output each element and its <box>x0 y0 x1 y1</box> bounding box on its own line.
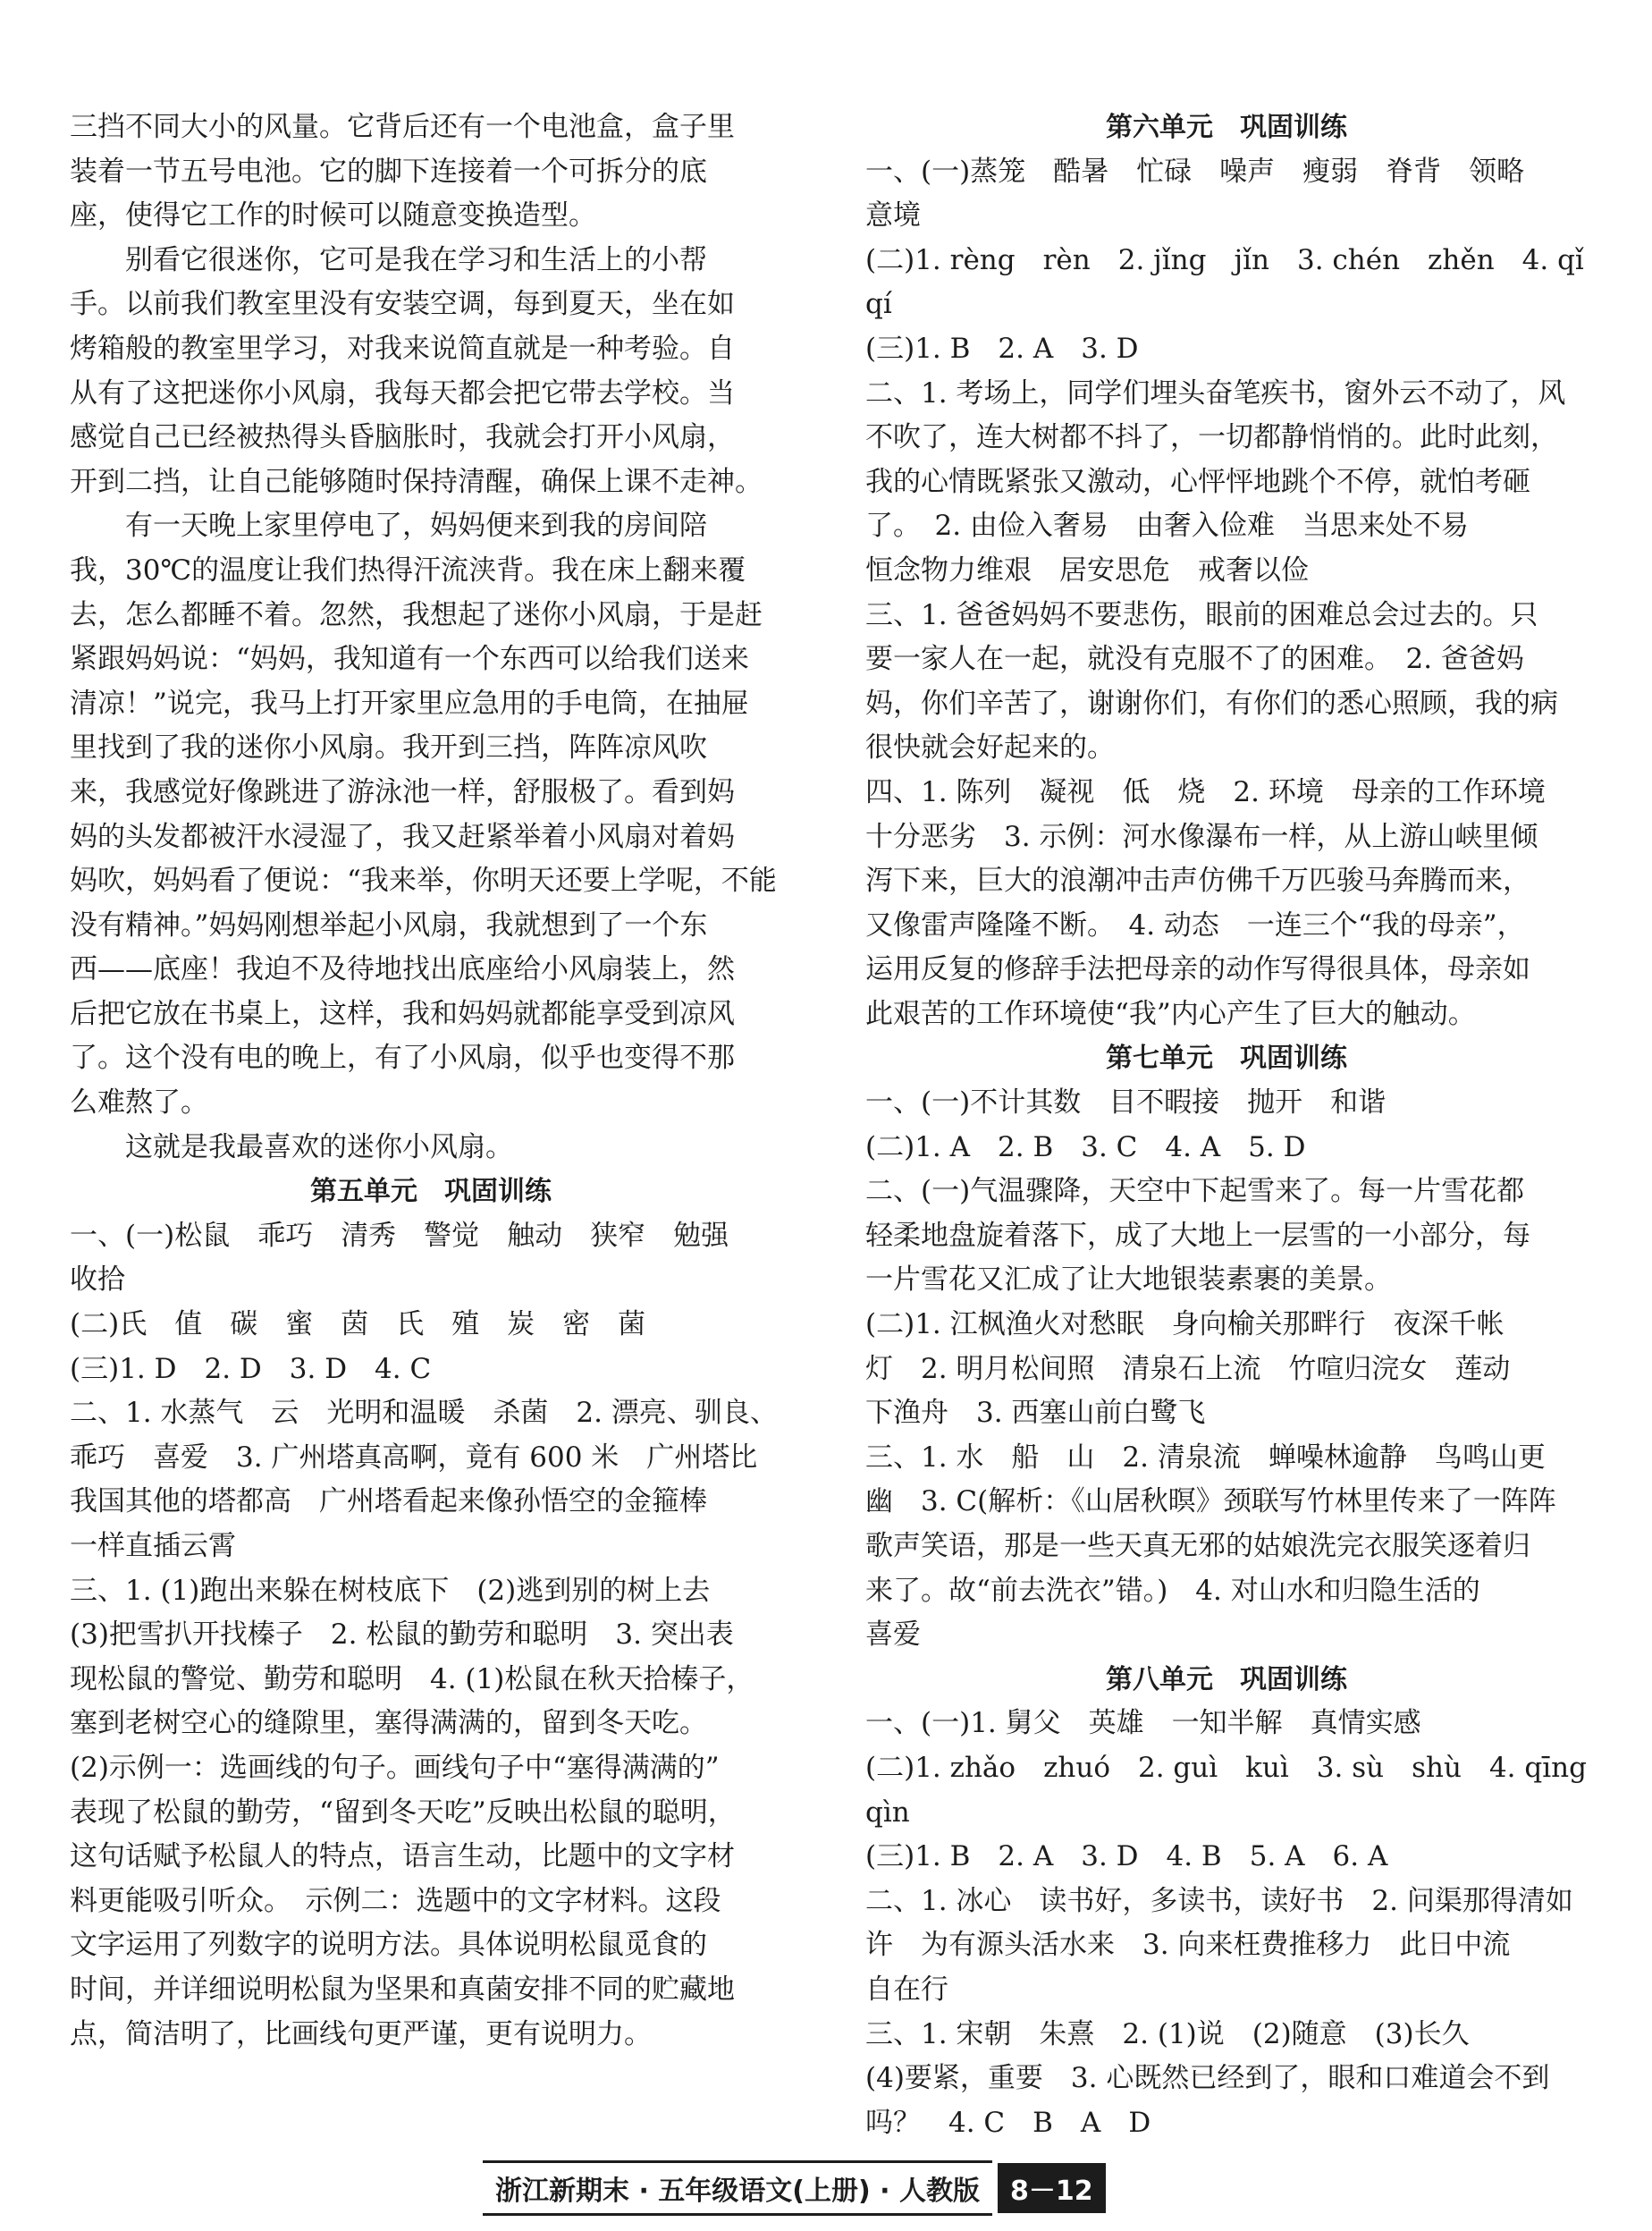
text-line: 表现了松鼠的勤劳，“留到冬天吃”反映出松鼠的聪明， <box>70 1796 736 1829</box>
text-line: (二)1. rèng rèn 2. jǐng jǐn 3. chén zhěn 4. qǐ <box>865 243 1584 276</box>
text-line: 时间，并详细说明松鼠为坚果和真菌安排不同的贮藏地 <box>70 1973 735 2006</box>
text-line: 我，30℃的温度让我们热得汗流浃背。我在床上翻来覆 <box>70 554 746 587</box>
text-line: 来了。故“前去洗衣”错。) 4. 对山水和归隐生活的 <box>865 1574 1480 1607</box>
text-line: 有一天晚上家里停电了，妈妈便来到我的房间陪 <box>125 510 707 543</box>
text-line: 灯 2. 明月松间照 清泉石上流 竹喧归浣女 莲动 <box>865 1352 1511 1385</box>
text-line: 乖巧 喜爱 3. 广州塔真高啊，竟有 600 米 广州塔比 <box>70 1441 758 1474</box>
text-line: 幽 3. C(解析：《山居秋暝》颈联写竹林里传来了一阵阵 <box>865 1485 1556 1518</box>
text-line: 这就是我最喜欢的迷你小风扇。 <box>125 1130 513 1163</box>
text-line: 不吹了，连大树都不抖了，一切都静悄悄的。此时此刻， <box>865 421 1558 454</box>
text-line: 妈吹，妈妈看了便说：“我来举，你明天还要上学呢，不能 <box>70 865 777 898</box>
text-line: 现松鼠的警觉、勤劳和聪明 4. (1)松鼠在秋天拾榛子， <box>70 1662 754 1695</box>
text-line: 恒念物力维艰 居安思危 戒奢以俭 <box>865 554 1309 587</box>
text-line: 一、(一)1. 舅父 英雄 一知半解 真情实感 <box>865 1707 1421 1740</box>
text-line: (二)1. A 2. B 3. C 4. A 5. D <box>865 1130 1306 1163</box>
text-line: 一样直插云霄 <box>70 1530 236 1562</box>
text-line: 十分恶劣 3. 示例：河水像瀑布一样，从上游山峡里倾 <box>865 820 1538 853</box>
text-line: 歌声笑语，那是一些天真无邪的姑娘洗完衣服笑逐着归 <box>865 1530 1530 1562</box>
text-line: 三挡不同大小的风量。它背后还有一个电池盒，盒子里 <box>70 111 735 143</box>
text-line: qìn <box>865 1796 910 1829</box>
text-line: 这句话赋予松鼠人的特点，语言生动，比题中的文字材 <box>70 1840 735 1873</box>
text-line: 西——底座！我迫不及待地找出底座给小风扇装上，然 <box>70 953 735 986</box>
text-line: 二、(一)气温骤降，天空中下起雪来了。每一片雪花都 <box>865 1175 1525 1208</box>
text-line: 收拾 <box>70 1263 125 1297</box>
text-line: 此艰苦的工作环境使“我”内心产生了巨大的触动。 <box>865 997 1476 1030</box>
text-line: 喜爱 <box>865 1618 921 1652</box>
text-line: (2)示例一：选画线的句子。画线句子中“塞得满满的” <box>70 1751 720 1784</box>
text-line: (三)1. D 2. D 3. D 4. C <box>70 1352 432 1385</box>
text-line: 里找到了我的迷你小风扇。我开到三挡，阵阵凉风吹 <box>70 731 707 765</box>
text-line: 一、(一)蒸笼 酷暑 忙碌 噪声 瘦弱 脊背 领略 <box>865 155 1525 188</box>
text-line: 料更能吸引听众。 示例二：选题中的文字材料。这段 <box>70 1884 721 1917</box>
text-line: 手。以前我们教室里没有安装空调，每到夏天，坐在如 <box>70 288 735 321</box>
text-line: 意境 <box>865 199 921 232</box>
text-line: 塞到老树空心的缝隙里，塞得满满的，留到冬天吃。 <box>70 1707 707 1740</box>
text-line: 运用反复的修辞手法把母亲的动作写得很具体，母亲如 <box>865 953 1530 986</box>
text-line: 三、1. 爸爸妈妈不要悲伤，眼前的困难总会过去的。只 <box>865 598 1538 631</box>
text-line: 妈，你们辛苦了，谢谢你们，有你们的悉心照顾，我的病 <box>865 687 1558 720</box>
text-line: 又像雷声隆隆不断。 4. 动态 一连三个“我的母亲”， <box>865 908 1525 942</box>
text-line: 泻下来，巨大的浪潮冲击声仿佛千万匹骏马奔腾而来， <box>865 865 1530 898</box>
footer-page-number: 8－12 <box>998 2163 1106 2213</box>
text-line: 别看它很迷你，它可是我在学习和生活上的小帮 <box>125 243 707 276</box>
left-column <box>70 106 792 2057</box>
text-line: (三)1. B 2. A 3. D 4. B 5. A 6. A <box>865 1840 1388 1873</box>
text-line: 二、1. 冰心 读书好，多读书，读好书 2. 问渠那得清如 <box>865 1884 1573 1917</box>
text-line: 感觉自己已经被热得头昏脑胀时，我就会打开小风扇， <box>70 421 735 454</box>
text-line: 文字运用了列数字的说明方法。具体说明松鼠觅食的 <box>70 1929 707 1962</box>
text-line: 三、1. 宋朝 朱熹 2. (1)说 (2)随意 (3)长久 <box>865 2017 1470 2050</box>
text-line: 座，使得它工作的时候可以随意变换造型。 <box>70 199 596 232</box>
text-line: 没有精神。”妈妈刚想举起小风扇，我就想到了一个东 <box>70 908 708 942</box>
text-line: (二)1. zhǎo zhuó 2. guì kuì 3. sù shù 4. qīng <box>865 1751 1587 1784</box>
text-line: 后把它放在书桌上，这样，我和妈妈就都能享受到凉风 <box>70 997 735 1030</box>
section-heading: 第六单元 巩固训练 <box>1106 112 1347 143</box>
section-heading: 第七单元 巩固训练 <box>1106 1043 1347 1075</box>
text-line: 轻柔地盘旋着落下，成了大地上一层雪的一小部分，每 <box>865 1219 1530 1252</box>
text-line: 很快就会好起来的。 <box>865 731 1115 765</box>
text-line: qí <box>865 288 892 321</box>
right-column <box>865 106 1588 2145</box>
text-line: 要一家人在一起，就没有克服不了的困难。 2. 爸爸妈 <box>865 643 1524 676</box>
footer-book-title: 浙江新期末 · 五年级语文(上册) · 人教版 <box>483 2160 992 2216</box>
text-line: 一片雪花又汇成了让大地银装素裹的美景。 <box>865 1263 1392 1297</box>
text-line: 么难熬了。 <box>70 1086 208 1120</box>
text-line: 妈的头发都被汗水浸湿了，我又赶紧举着小风扇对着妈 <box>70 820 735 853</box>
text-line: 四、1. 陈列 凝视 低 烧 2. 环境 母亲的工作环境 <box>865 775 1546 808</box>
text-line: 一、(一)不计其数 目不暇接 抛开 和谐 <box>865 1086 1386 1120</box>
text-line: 了。这个没有电的晚上，有了小风扇，似乎也变得不那 <box>70 1042 735 1075</box>
text-line: (二)1. 江枫渔火对愁眠 身向榆关那畔行 夜深千帐 <box>865 1308 1504 1341</box>
text-line: 二、1. 水蒸气 云 光明和温暖 杀菌 2. 漂亮、驯良、 <box>70 1397 778 1430</box>
text-line: (二)氏 值 碳 蜜 茵 氏 殖 炭 密 菌 <box>70 1308 646 1341</box>
text-line: 我国其他的塔都高 广州塔看起来像孙悟空的金箍棒 <box>70 1485 707 1518</box>
text-line: 了。 2. 由俭入奢易 由奢入俭难 当思来处不易 <box>865 510 1469 543</box>
text-line: 吗？ 4. C B A D <box>865 2106 1151 2139</box>
text-line: 二、1. 考场上，同学们埋头奋笔疾书，窗外云不动了，风 <box>865 376 1566 410</box>
text-line: 许 为有源头活水来 3. 向来枉费推移力 此日中流 <box>865 1929 1511 1962</box>
text-line: 从有了这把迷你小风扇，我每天都会把它带去学校。当 <box>70 376 735 410</box>
text-line: 自在行 <box>865 1973 948 2006</box>
page-footer <box>483 2161 1106 2215</box>
text-line: 我的心情既紧张又激动，心怦怦地跳个不停，就怕考砸 <box>865 465 1530 498</box>
text-line: 三、1. 水 船 山 2. 清泉流 蝉噪林逾静 鸟鸣山更 <box>865 1441 1546 1474</box>
text-line: 装着一节五号电池。它的脚下连接着一个可拆分的底 <box>70 155 707 188</box>
text-line: 来，我感觉好像跳进了游泳池一样，舒服极了。看到妈 <box>70 775 735 808</box>
text-line: 下渔舟 3. 西塞山前白鹭飞 <box>865 1397 1206 1430</box>
text-line: 开到二挡，让自己能够随时保持清醒，确保上课不走神。 <box>70 465 763 498</box>
text-line: 一、(一)松鼠 乖巧 清秀 警觉 触动 狭窄 勉强 <box>70 1219 729 1252</box>
text-line: 烤箱般的教室里学习，对我来说简直就是一种考验。自 <box>70 332 735 365</box>
text-line: 清凉！”说完，我马上打开家里应急用的手电筒，在抽屉 <box>70 687 749 720</box>
text-line: 点，简洁明了，比画线句更严谨，更有说明力。 <box>70 2017 652 2050</box>
section-heading: 第八单元 巩固训练 <box>1106 1663 1347 1695</box>
text-line: (4)要紧，重要 3. 心既然已经到了，眼和口难道会不到 <box>865 2062 1550 2095</box>
text-line: 三、1. (1)跑出来躲在树枝底下 (2)逃到别的树上去 <box>70 1574 711 1607</box>
text-line: 紧跟妈妈说：“妈妈，我知道有一个东西可以给我们送来 <box>70 643 749 676</box>
text-line: (三)1. B 2. A 3. D <box>865 332 1139 365</box>
text-line: 去，怎么都睡不着。忽然，我想起了迷你小风扇，于是赶 <box>70 598 763 631</box>
section-heading: 第五单元 巩固训练 <box>310 1176 552 1208</box>
text-line: (3)把雪扒开找榛子 2. 松鼠的勤劳和聪明 3. 突出表 <box>70 1618 734 1652</box>
